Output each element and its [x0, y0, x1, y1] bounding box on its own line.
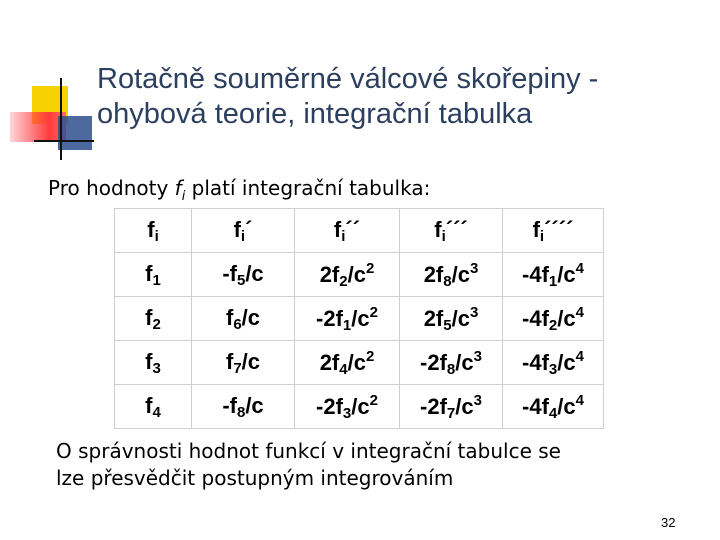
- intro-text: [48, 176, 430, 204]
- note-line-2: lze přesvědčit postupným integrováním: [56, 466, 454, 490]
- intro-before: Pro hodnoty: [48, 176, 175, 200]
- table-cell: $-4f_2/c^4$: [503, 297, 604, 341]
- table-cell: $-f_8/c$: [192, 385, 295, 429]
- slide-title: [97, 62, 697, 132]
- table-cell: $2f_5/c^3$: [400, 297, 503, 341]
- table-cell: $f_4$: [115, 385, 192, 429]
- table-cell: $-2f_3/c^2$: [295, 385, 400, 429]
- table-cell: $f_2$: [115, 297, 192, 341]
- title-line-1: Rotačně souměrné válcové skořepiny -: [97, 63, 599, 95]
- logo-blue-square: [58, 116, 92, 150]
- table-row: [115, 341, 604, 385]
- table-cell: $2f_2/c^2$: [295, 253, 400, 297]
- table-cell: $f_i$: [115, 209, 192, 253]
- table-cell: $f_i´´´$: [400, 209, 503, 253]
- table-cell: $f_3$: [115, 341, 192, 385]
- intro-after: platí integrační tabulka:: [185, 176, 431, 200]
- note-line-1: O správnosti hodnot funkcí v integrační tabulce se: [56, 439, 561, 463]
- table-row: [115, 385, 604, 429]
- table-cell: $-4f_3/c^4$: [503, 341, 604, 385]
- table-cell: $-4f_4/c^4$: [503, 385, 604, 429]
- integration-table: [114, 208, 604, 429]
- title-line-2: ohybová teorie, integrační tabulka: [97, 98, 533, 130]
- table-cell: $2f_8/c^3$: [400, 253, 503, 297]
- table-row: [115, 253, 604, 297]
- page-number: 32: [661, 515, 676, 530]
- table-cell: $f_i´$: [192, 209, 295, 253]
- table-cell: $-2f_8/c^3$: [400, 341, 503, 385]
- table-cell: $2f_4/c^2$: [295, 341, 400, 385]
- table-row: [115, 297, 604, 341]
- table-cell: $f_1$: [115, 253, 192, 297]
- table-cell: $-2f_1/c^2$: [295, 297, 400, 341]
- note-text: [56, 438, 656, 492]
- logo-horizontal-line: [34, 140, 94, 142]
- table-cell: $-4f_1/c^4$: [503, 253, 604, 297]
- table-cell: $f_7/c$: [192, 341, 295, 385]
- table-header-row: [115, 209, 604, 253]
- logo-vertical-line: [60, 78, 62, 160]
- slide-logo-icon: [0, 0, 110, 165]
- table-cell: $f_i´´$: [295, 209, 400, 253]
- table-cell: $-f_5/c$: [192, 253, 295, 297]
- table-cell: $-2f_7/c^3$: [400, 385, 503, 429]
- table-cell: $f_i´´´´$: [503, 209, 604, 253]
- intro-symbol: $f_i$: [174, 176, 186, 204]
- table-cell: $f_6/c$: [192, 297, 295, 341]
